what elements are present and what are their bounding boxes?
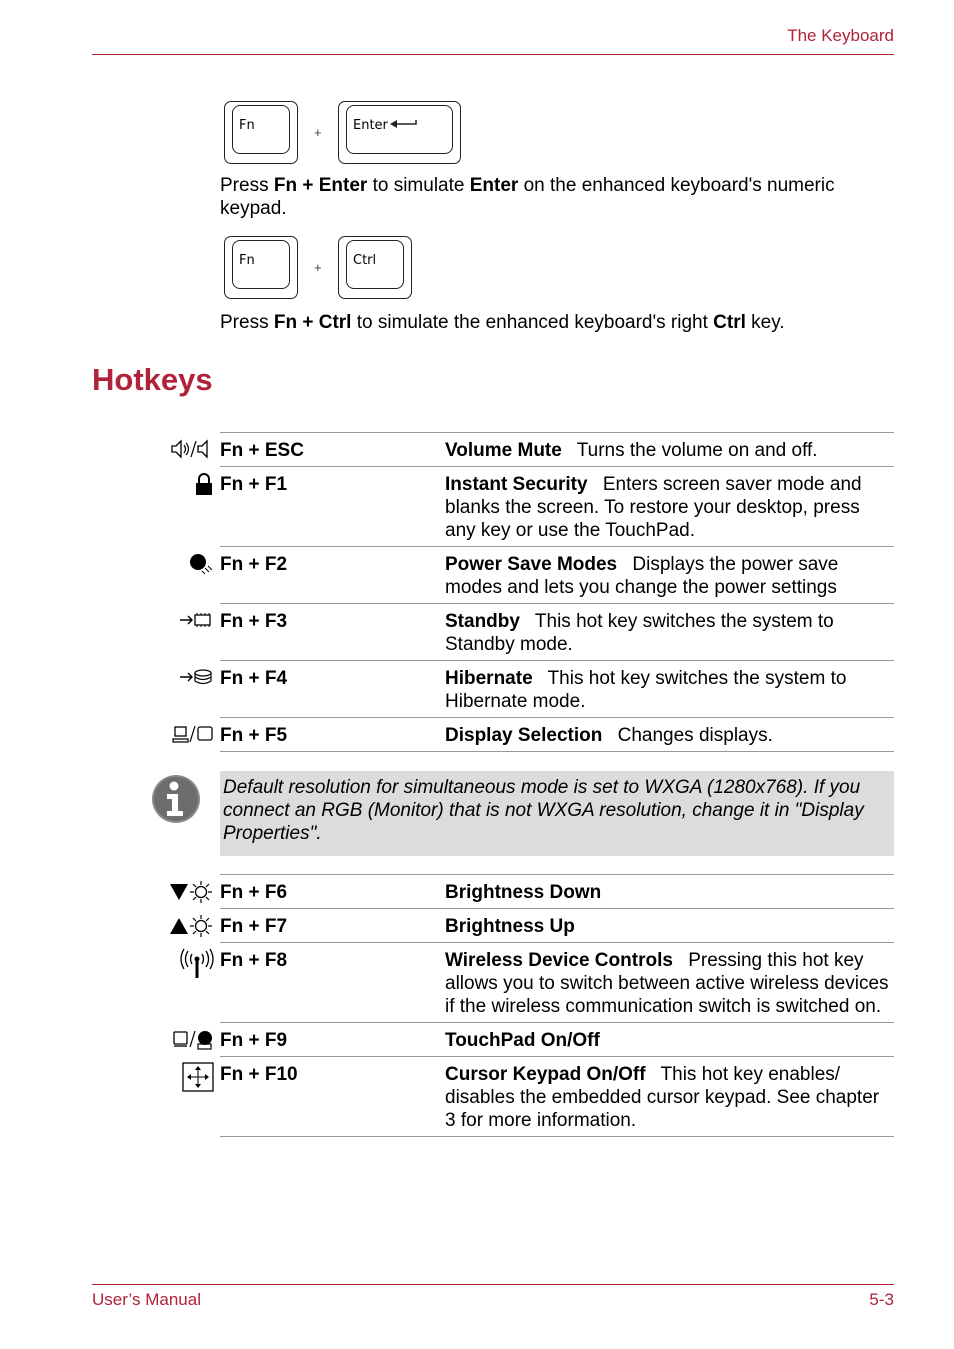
info-icon [150,773,202,830]
standby-icon [168,609,214,635]
fn-ctrl-paragraph: Press Fn + Ctrl to simulate the enhanced keyboard's right Ctrl key. [220,312,785,333]
table-row: Fn + F5 Display Selection Changes displays. [220,718,894,752]
table-row: Fn + F6 Brightness Down [220,875,894,909]
section-heading: Hotkeys [92,362,213,397]
display-selection-icon [168,723,214,749]
page-footer [92,1284,894,1309]
table-row: Fn + F9 TouchPad On/Off [220,1023,894,1057]
info-note: Default resolution for simultaneous mode is set to WXGA (1280x768). If you connect an RGB (Monitor) that is not WXGA resolution, change it in "Display Properties". [220,771,894,856]
lock-icon [168,472,214,498]
table-row: Fn + F2 Power Save Modes Displays the power save modes and lets you change the power settings [220,547,894,604]
page-header [92,24,894,55]
section-title: The Keyboard [787,26,894,45]
table-row: Fn + F10 Cursor Keypad On/Off This hot key enables/ disables the embedded cursor keypad. See chapter 3 for more information. [220,1057,894,1137]
fn-keycap: Fn [224,236,298,299]
plus-sign: + [314,125,322,140]
enter-keycap: Enter [338,101,461,164]
hibernate-icon [168,666,214,692]
wireless-icon [168,948,214,974]
cursor-keypad-icon [168,1062,214,1088]
brightness-down-icon [168,880,214,906]
fn-keycap: Fn [224,101,298,164]
touchpad-icon [168,1028,214,1054]
plus-sign: + [314,260,322,275]
table-row: Fn + F3 Standby This hot key switches the system to Standby mode. [220,604,894,661]
hotkey-table [220,432,894,752]
table-row: Fn + ESC Volume Mute Turns the volume on and off. [220,433,894,467]
table-row: Fn + F4 Hibernate This hot key switches the system to Hibernate mode. [220,661,894,718]
fn-enter-paragraph: Press Fn + Enter to simulate Enter on the enhanced keyboard's numeric keypad. [220,175,835,219]
table-row: Fn + F8 Wireless Device Controls Pressing this hot key allows you to switch between active wireless devices if the wireless communication switch is switched on. [220,943,894,1023]
page-number: 5-3 [869,1290,894,1309]
ctrl-keycap: Ctrl [338,236,412,299]
volume-mute-icon [168,438,214,464]
enter-arrow-icon [389,118,417,130]
table-row: Fn + F7 Brightness Up [220,909,894,943]
hotkey-table [220,874,894,1137]
brightness-up-icon [168,914,214,940]
manual-title: User’s Manual [92,1290,201,1309]
power-save-icon [168,552,214,578]
table-row: Fn + F1 Instant Security Enters screen saver mode and blanks the screen. To restore your desktop, press any key or use the TouchPad. [220,467,894,547]
